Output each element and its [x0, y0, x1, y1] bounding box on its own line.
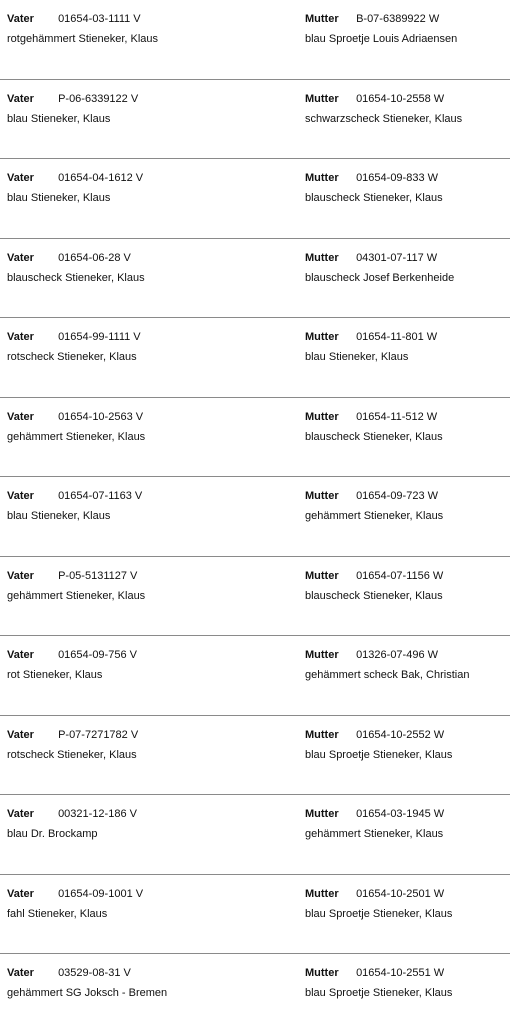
father-entry	[7, 251, 145, 285]
breeding-pair-row	[0, 0, 510, 80]
father-entry	[7, 728, 138, 762]
father-ring-number: 01654-04-1612 V	[58, 172, 144, 184]
father-ring-number: 01654-03-1111 V	[58, 13, 141, 25]
father-details: blau Dr. Brockamp	[7, 828, 98, 840]
mother-details: blau Sproetje Stieneker, Klaus	[305, 748, 453, 761]
father-label: Vater	[7, 728, 34, 741]
father-entry	[7, 966, 167, 1000]
mother-entry	[305, 648, 469, 682]
breeding-pair-row	[0, 398, 510, 478]
father-ring-number: 01654-07-1163 V	[58, 490, 143, 502]
mother-ring-number: 04301-07-117 W	[356, 251, 438, 264]
mother-details: gehämmert Stieneker, Klaus	[305, 510, 444, 522]
father-details: blauscheck Stieneker, Klaus	[7, 271, 145, 284]
father-entry	[7, 171, 143, 205]
father-entry	[7, 807, 137, 841]
father-label: Vater	[7, 887, 34, 900]
mother-label: Mutter	[305, 728, 339, 741]
father-ring-number: P-06-6339122 V	[58, 92, 139, 105]
father-details: blau Stieneker, Klaus	[7, 510, 111, 522]
father-label: Vater	[7, 649, 34, 661]
breeding-pair-row	[0, 875, 510, 955]
breeding-pair-row	[0, 954, 510, 1034]
father-label: Vater	[7, 569, 34, 582]
mother-entry	[305, 92, 462, 126]
mother-details: blau Stieneker, Klaus	[305, 351, 409, 363]
breeding-pair-row	[0, 716, 510, 796]
mother-details: blauscheck Stieneker, Klaus	[305, 589, 443, 602]
father-label: Vater	[7, 967, 34, 979]
mother-entry	[305, 569, 443, 603]
mother-details: blauscheck Josef Berkenheide	[305, 271, 455, 284]
breeding-pair-row	[0, 80, 510, 160]
mother-entry	[305, 489, 443, 523]
father-details: gehämmert Stieneker, Klaus	[7, 589, 146, 602]
father-ring-number: 01654-10-2563 V	[58, 410, 144, 423]
father-details: fahl Stieneker, Klaus	[7, 907, 108, 920]
mother-details: gehämmert Stieneker, Klaus	[305, 828, 444, 840]
mother-ring-number: 01654-03-1945 W	[356, 808, 445, 820]
breeding-pair-row	[0, 795, 510, 875]
mother-label: Mutter	[305, 967, 339, 979]
mother-ring-number: 01654-10-2551 W	[356, 967, 445, 979]
father-entry	[7, 330, 141, 364]
breeding-pair-row	[0, 159, 510, 239]
father-entry	[7, 410, 145, 444]
mother-entry	[305, 966, 452, 1000]
father-ring-number: 01654-09-756 V	[58, 649, 137, 661]
father-label: Vater	[7, 172, 34, 184]
mother-label: Mutter	[305, 410, 339, 423]
mother-entry	[305, 171, 443, 205]
breeding-pair-row	[0, 318, 510, 398]
father-details: rotscheck Stieneker, Klaus	[7, 351, 137, 363]
breeding-pair-row	[0, 239, 510, 319]
mother-entry	[305, 330, 437, 364]
father-details: rotgehämmert Stieneker, Klaus	[7, 33, 159, 45]
father-ring-number: 01654-09-1001 V	[58, 887, 144, 900]
father-ring-number: P-07-7271782 V	[58, 728, 139, 741]
father-ring-number: 01654-99-1111 V	[58, 331, 141, 343]
father-details: blau Stieneker, Klaus	[7, 192, 111, 204]
mother-ring-number: 01326-07-496 W	[356, 649, 439, 661]
mother-ring-number: 01654-11-801 W	[356, 331, 438, 343]
mother-label: Mutter	[305, 649, 339, 661]
father-label: Vater	[7, 808, 34, 820]
mother-entry	[305, 807, 444, 841]
mother-entry	[305, 887, 452, 921]
mother-ring-number: B-07-6389922 W	[356, 13, 440, 25]
mother-label: Mutter	[305, 92, 339, 105]
father-label: Vater	[7, 13, 34, 25]
mother-entry	[305, 410, 443, 444]
mother-ring-number: 01654-09-723 W	[356, 490, 439, 502]
breeding-pair-row	[0, 557, 510, 637]
mother-ring-number: 01654-10-2552 W	[356, 728, 445, 741]
father-label: Vater	[7, 251, 34, 264]
father-entry	[7, 887, 143, 921]
father-ring-number: 01654-06-28 V	[58, 251, 131, 264]
father-label: Vater	[7, 410, 34, 423]
mother-ring-number: 01654-10-2501 W	[356, 887, 445, 900]
mother-label: Mutter	[305, 490, 339, 502]
mother-ring-number: 01654-10-2558 W	[356, 92, 445, 105]
mother-label: Mutter	[305, 13, 339, 25]
mother-entry	[305, 12, 457, 46]
father-entry	[7, 648, 137, 682]
father-details: gehämmert Stieneker, Klaus	[7, 430, 146, 443]
father-entry	[7, 92, 138, 126]
mother-details: gehämmert scheck Bak, Christian	[305, 669, 470, 681]
father-details: blau Stieneker, Klaus	[7, 112, 111, 125]
father-entry	[7, 489, 142, 523]
father-ring-number: 00321-12-186 V	[58, 808, 137, 820]
father-label: Vater	[7, 490, 34, 502]
father-label: Vater	[7, 92, 34, 105]
father-details: rotscheck Stieneker, Klaus	[7, 748, 137, 761]
mother-details: blauscheck Stieneker, Klaus	[305, 192, 443, 204]
mother-details: blau Sproetje Stieneker, Klaus	[305, 907, 453, 920]
breeding-pair-row	[0, 636, 510, 716]
mother-ring-number: 01654-07-1156 W	[356, 569, 444, 582]
father-details: gehämmert SG Joksch - Bremen	[7, 987, 168, 999]
mother-ring-number: 01654-09-833 W	[356, 172, 439, 184]
mother-label: Mutter	[305, 331, 339, 343]
father-ring-number: P-05-5131127 V	[58, 569, 138, 582]
mother-label: Mutter	[305, 172, 339, 184]
mother-label: Mutter	[305, 808, 339, 820]
mother-label: Mutter	[305, 887, 339, 900]
mother-label: Mutter	[305, 569, 339, 582]
mother-details: blauscheck Stieneker, Klaus	[305, 430, 443, 443]
father-ring-number: 03529-08-31 V	[58, 967, 131, 979]
mother-details: blau Sproetje Louis Adriaensen	[305, 33, 458, 45]
mother-ring-number: 01654-11-512 W	[356, 410, 438, 423]
mother-entry	[305, 728, 452, 762]
father-entry	[7, 569, 145, 603]
mother-entry	[305, 251, 454, 285]
father-label: Vater	[7, 331, 34, 343]
breeding-pair-row	[0, 477, 510, 557]
father-entry	[7, 12, 158, 46]
mother-details: schwarzscheck Stieneker, Klaus	[305, 112, 463, 125]
father-details: rot Stieneker, Klaus	[7, 669, 103, 681]
mother-label: Mutter	[305, 251, 339, 264]
mother-details: blau Sproetje Stieneker, Klaus	[305, 987, 453, 999]
